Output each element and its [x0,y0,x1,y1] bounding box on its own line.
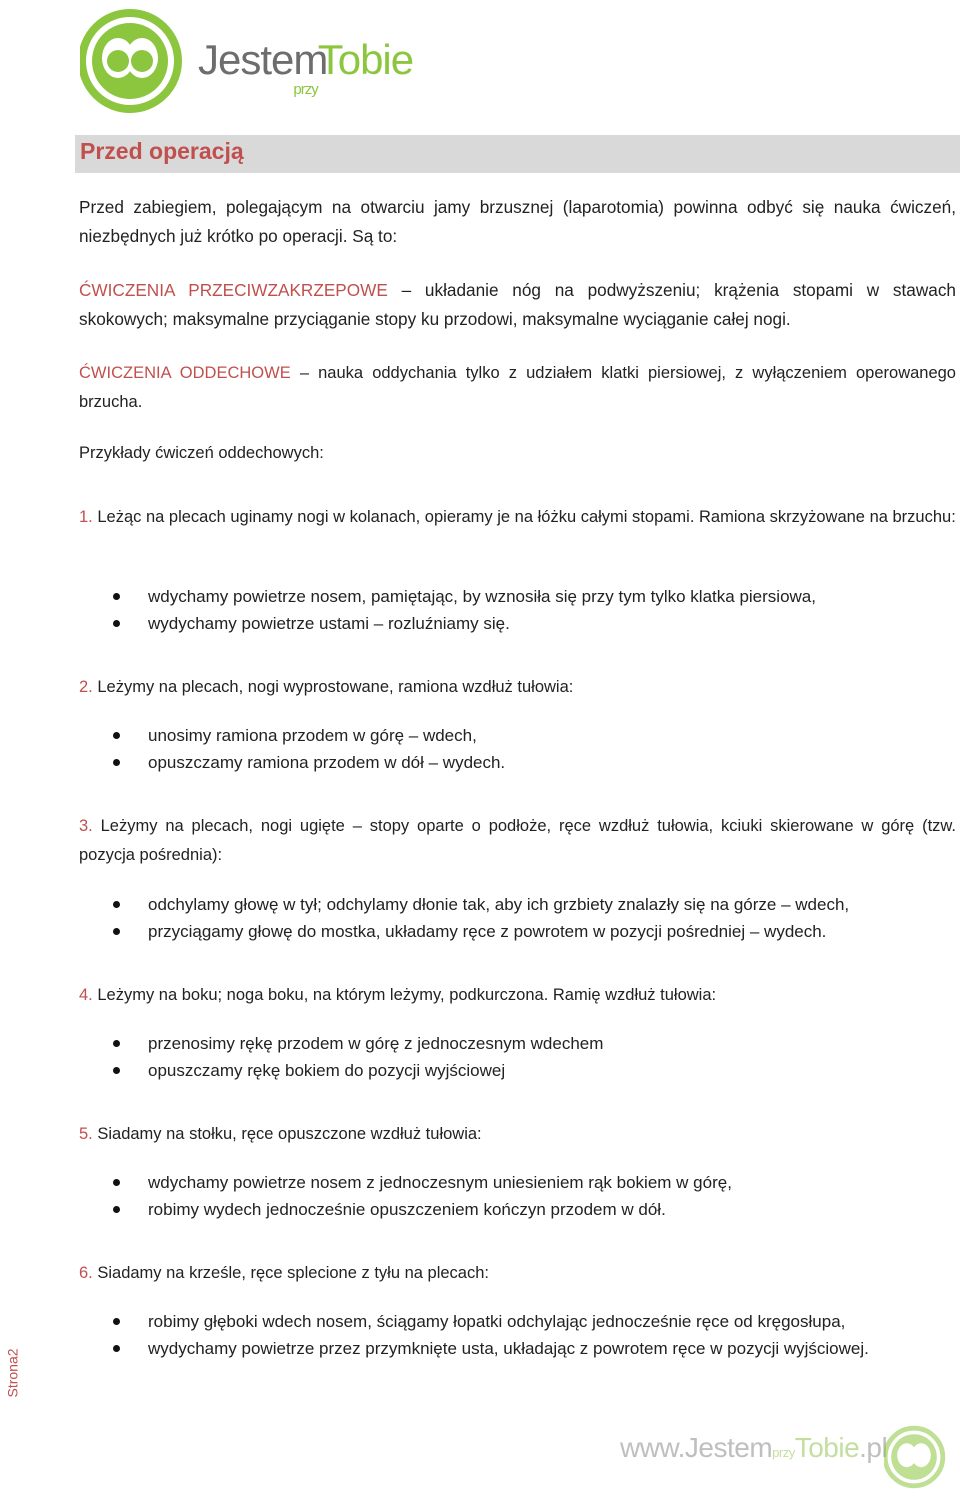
bullet-icon [113,901,120,908]
exercise-6 [79,1259,956,1288]
exercise-4 [79,981,956,1010]
exercise-text: Siadamy na stołku, ręce opuszczone wzdłuż tułowia: [92,1125,482,1143]
exercise-number: 3. [79,817,93,835]
breathing-label: ĆWICZENIA ODDECHOWE [79,364,291,382]
footer-logo-icon [884,1424,950,1490]
exercise-number: 2. [79,678,93,696]
exercise-number: 1. [79,508,93,526]
list-item: robimy głęboki wdech nosem, ściągamy łopatki odchylając jednocześnie ręce od kręgosłupa, [148,1312,846,1331]
list-item: robimy wydech jednocześnie opuszczeniem kończyn przodem w dół. [148,1200,666,1219]
exercise-2 [79,673,956,702]
exercise-number: 5. [79,1125,93,1143]
bullet-icon [113,1318,120,1325]
list-item: wdychamy powietrze nosem z jednoczesnym uniesieniem rąk bokiem w górę, [148,1173,732,1192]
list-item: wdychamy powietrze nosem, pamiętając, by wznosiła się przy tym tylko klatka piersiowa, [148,587,816,606]
exercise-number: 4. [79,986,93,1004]
list-item: unosimy ramiona przodem w górę – wdech, [148,726,477,745]
breathing-text: – nauka oddychania tylko z udziałem klatki piersiowej, z wyłączeniem operowanego brzucha. [79,364,956,411]
anticlot-paragraph [79,276,956,334]
bullet-icon [113,620,120,627]
list-item: wydychamy powietrze przez przymknięte usta, układając z powrotem ręce w pozycji wyjściowej. [148,1339,869,1358]
intro-paragraph: Przed zabiegiem, polegającym na otwarciu jamy brzusznej (laparotomia) powinna odbyć się nauka ćwiczeń, niezbędnych już krótko po operacji. Są to: [79,197,956,246]
exercise-number: 6. [79,1264,93,1282]
exercise-text: Leżąc na plecach uginamy nogi w kolanach, opieramy je na łóżku całymi stopami. Ramiona skrzyżowane na brzuchu: [92,508,956,526]
bullet-icon [113,1040,120,1047]
list-item: opuszczamy rękę bokiem do pozycji wyjściowej [148,1061,506,1080]
exercise-text: Siadamy na krześle, ręce splecione z tyłu na plecach: [92,1264,489,1282]
section-title: Przed operacją [80,138,244,164]
breathing-paragraph [79,359,956,417]
list-item: przyciągamy głowę do mostka, układamy ręce z powrotem w pozycji pośredniej – wydech. [148,922,827,941]
anticlot-label: ĆWICZENIA PRZECIWZAKRZEPOWE [79,280,388,300]
footer-website: www.JestemprzyTobie.pl [620,1432,888,1463]
bullet-icon [113,732,120,739]
logo-faces-icon [80,6,190,116]
exercise-3 [79,812,956,870]
list-item: opuszczamy ramiona przodem w dół – wydech. [148,753,506,772]
exercise-text: Leżymy na boku; noga boku, na którym leżymy, podkurczona. Ramię wzdłuż tułowia: [92,986,717,1004]
exercise-1 [79,503,956,532]
anticlot-text: – układanie nóg na podwyższeniu; krążenia stopami w stawach skokowych; maksymalne przyciąganie stopy ku przodowi, maksymalne wyciąganie całej nogi. [79,280,956,329]
brand-logo [80,6,414,116]
bullet-icon [113,1206,120,1213]
list-item: odchylamy głowę w tył; odchylamy dłonie tak, aby ich grzbiety znalazły się na górze – wdech, [148,895,850,914]
bullet-icon [113,1067,120,1074]
list-item: wydychamy powietrze ustami – rozluźniamy się. [148,614,510,633]
bullet-icon [113,593,120,600]
bullet-icon [113,928,120,935]
list-item: przenosimy rękę przodem w górę z jednoczesnym wdechem [148,1034,604,1053]
exercise-5 [79,1120,956,1149]
logo-wordmark: Jestem$_{przy}$Tobie [198,36,414,98]
exercise-text: Leżymy na plecach, nogi wyprostowane, ramiona wzdłuż tułowia: [92,678,574,696]
examples-heading: Przykłady ćwiczeń oddechowych: [79,444,324,462]
bullet-icon [113,759,120,766]
bullet-icon [113,1179,120,1186]
page-number-label: Strona2 [4,1348,21,1398]
exercise-text: Leżymy na plecach, nogi ugięte – stopy oparte o podłoże, ręce wzdłuż tułowia, kciuki skierowane w górę (tzw. pozycja pośrednia): [79,817,956,864]
bullet-icon [113,1345,120,1352]
